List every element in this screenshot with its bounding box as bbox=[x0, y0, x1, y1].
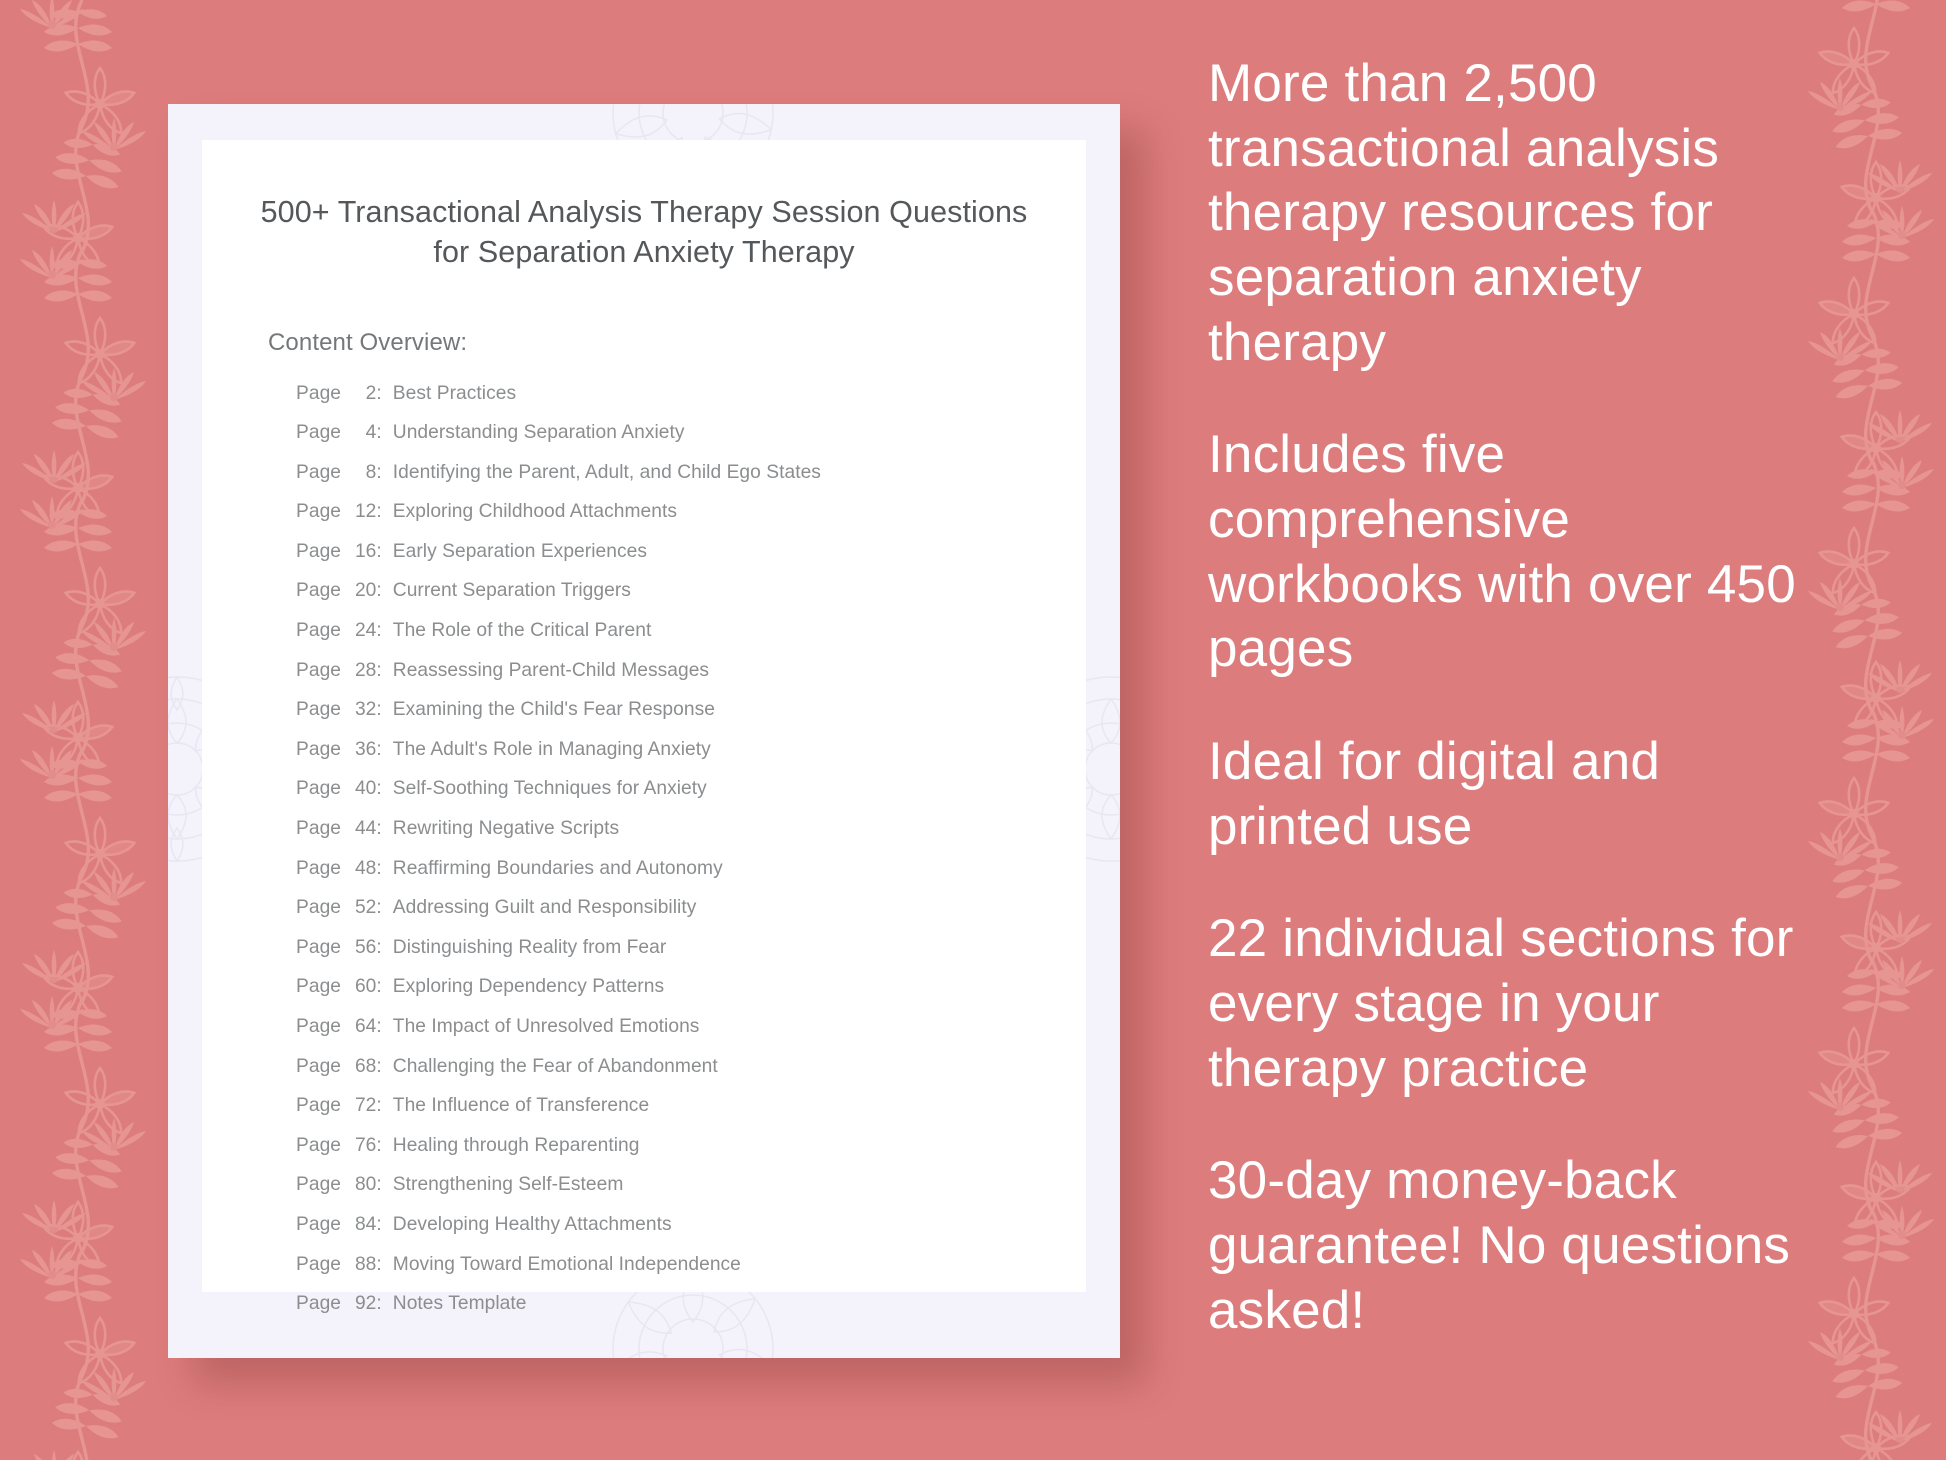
toc-entry-page-word: Page bbox=[296, 1134, 347, 1156]
toc-entry-page-word: Page bbox=[296, 620, 347, 642]
toc-entry-page-word: Page bbox=[296, 580, 347, 602]
table-of-contents-entry bbox=[242, 660, 1046, 700]
toc-entry-title: Examining the Child's Fear Response bbox=[392, 699, 715, 721]
toc-entry-colon: : bbox=[376, 659, 382, 681]
floral-border-left-decoration bbox=[0, 0, 182, 1460]
marketing-paragraph: 30-day money-back guarantee! No questions asked! bbox=[1208, 1151, 1791, 1340]
toc-entry-page-word: Page bbox=[296, 976, 347, 998]
toc-entry-title: Distinguishing Reality from Fear bbox=[392, 936, 667, 958]
toc-entry-page-number: 2 bbox=[365, 382, 377, 404]
toc-entry-page-word: Page bbox=[296, 461, 347, 483]
toc-entry-title: The Influence of Transference bbox=[392, 1095, 650, 1117]
toc-entry-title: Early Separation Experiences bbox=[392, 540, 647, 562]
toc-entry-page-number: 28 bbox=[354, 659, 377, 681]
toc-entry-page-word: Page bbox=[296, 422, 347, 444]
table-of-contents-entry bbox=[242, 1135, 1046, 1175]
toc-entry-colon: : bbox=[376, 936, 382, 958]
table-of-contents-entry bbox=[242, 620, 1046, 660]
table-of-contents-entry bbox=[242, 778, 1046, 818]
table-of-contents-entry bbox=[242, 1214, 1046, 1254]
table-of-contents-entry bbox=[242, 897, 1046, 937]
toc-entry-title: Reassessing Parent-Child Messages bbox=[392, 659, 710, 681]
toc-entry-page-word: Page bbox=[296, 738, 347, 760]
toc-entry-title: Rewriting Negative Scripts bbox=[392, 818, 620, 840]
table-of-contents-entry bbox=[242, 1056, 1046, 1096]
toc-entry-page-number: 92 bbox=[354, 1293, 377, 1315]
toc-entry-title: The Adult's Role in Managing Anxiety bbox=[392, 738, 711, 760]
toc-entry-page-word: Page bbox=[296, 818, 347, 840]
toc-entry-title: Exploring Childhood Attachments bbox=[392, 501, 677, 523]
toc-entry-page-word: Page bbox=[296, 1095, 347, 1117]
toc-entry-page-number: 40 bbox=[354, 778, 377, 800]
toc-entry-page-word: Page bbox=[296, 857, 347, 879]
toc-entry-colon: : bbox=[376, 1213, 382, 1235]
toc-entry-colon: : bbox=[376, 818, 382, 840]
table-of-contents-entry bbox=[242, 976, 1046, 1016]
toc-entry-page-number: 8 bbox=[365, 461, 377, 483]
toc-entry-page-number: 56 bbox=[354, 936, 377, 958]
table-of-contents-entry bbox=[242, 858, 1046, 898]
toc-entry-colon: : bbox=[376, 778, 382, 800]
table-of-contents-entry bbox=[242, 739, 1046, 779]
toc-entry-title: Self-Soothing Techniques for Anxiety bbox=[392, 778, 707, 800]
toc-entry-colon: : bbox=[376, 976, 382, 998]
toc-entry-page-number: 72 bbox=[354, 1095, 377, 1117]
toc-entry-colon: : bbox=[376, 501, 382, 523]
toc-entry-title: The Role of the Critical Parent bbox=[392, 620, 652, 642]
toc-entry-page-word: Page bbox=[296, 1293, 347, 1315]
table-of-contents-entry bbox=[242, 541, 1046, 581]
toc-entry-page-number: 48 bbox=[354, 857, 377, 879]
toc-entry-title: Challenging the Fear of Abandonment bbox=[392, 1055, 718, 1077]
table-of-contents-entry bbox=[242, 1016, 1046, 1056]
toc-entry-title: Developing Healthy Attachments bbox=[392, 1213, 672, 1235]
marketing-paragraph: Ideal for digital and printed use bbox=[1208, 731, 1661, 856]
toc-entry-page-word: Page bbox=[296, 1174, 347, 1196]
table-of-contents-entry bbox=[242, 383, 1046, 423]
toc-entry-colon: : bbox=[376, 580, 382, 602]
table-of-contents-entry bbox=[242, 1254, 1046, 1294]
toc-entry-title: Reaffirming Boundaries and Autonomy bbox=[392, 857, 723, 879]
toc-entry-colon: : bbox=[376, 620, 382, 642]
toc-entry-title: Moving Toward Emotional Independence bbox=[392, 1253, 741, 1275]
toc-entry-title: The Impact of Unresolved Emotions bbox=[392, 1016, 700, 1037]
table-of-contents-entry bbox=[242, 1293, 1046, 1333]
table-of-contents-entry bbox=[242, 699, 1046, 739]
toc-entry-colon: : bbox=[376, 1055, 382, 1077]
toc-entry-page-word: Page bbox=[296, 501, 347, 523]
toc-entry-colon: : bbox=[376, 897, 382, 919]
toc-entry-page-number: 76 bbox=[354, 1134, 377, 1156]
toc-entry-page-number: 84 bbox=[354, 1213, 377, 1235]
toc-entry-page-number: 68 bbox=[354, 1055, 377, 1077]
toc-entry-page-number: 64 bbox=[354, 1016, 377, 1037]
toc-entry-colon: : bbox=[376, 738, 382, 760]
toc-entry-page-number: 32 bbox=[354, 699, 377, 721]
toc-entry-page-word: Page bbox=[296, 659, 347, 681]
marketing-paragraph: Includes five comprehensive workbooks with over 450 pages bbox=[1208, 425, 1796, 679]
toc-entry-title: Notes Template bbox=[392, 1293, 527, 1315]
document-content-surface bbox=[202, 140, 1086, 1315]
toc-entry-page-word: Page bbox=[296, 1016, 347, 1037]
marketing-paragraph: 22 individual sections for every stage in your therapy practice bbox=[1208, 909, 1794, 1098]
table-of-contents-entry bbox=[242, 1174, 1046, 1214]
toc-entry-page-number: 20 bbox=[354, 580, 377, 602]
toc-entry-colon: : bbox=[376, 1293, 382, 1315]
toc-entry-page-word: Page bbox=[296, 936, 347, 958]
toc-entry-title: Identifying the Parent, Adult, and Child Ego States bbox=[392, 461, 821, 483]
toc-entry-colon: : bbox=[376, 382, 382, 404]
toc-entry-page-number: 60 bbox=[354, 976, 377, 998]
toc-entry-colon: : bbox=[376, 422, 382, 444]
marketing-copy-column bbox=[1208, 52, 1808, 1343]
document-title: 500+ Transactional Analysis Therapy Session Questions for Separation Anxiety Therapy bbox=[260, 195, 1028, 270]
toc-entry-page-number: 88 bbox=[354, 1253, 377, 1275]
toc-entry-page-number: 80 bbox=[354, 1174, 377, 1196]
toc-entry-title: Understanding Separation Anxiety bbox=[392, 422, 685, 444]
toc-entry-page-number: 16 bbox=[354, 540, 377, 562]
toc-entry-title: Healing through Reparenting bbox=[392, 1134, 640, 1156]
document-page-preview bbox=[168, 104, 1120, 1358]
content-overview-label: Content Overview: bbox=[268, 328, 468, 356]
toc-entry-page-word: Page bbox=[296, 699, 347, 721]
toc-entry-colon: : bbox=[376, 857, 382, 879]
toc-entry-page-word: Page bbox=[296, 1253, 347, 1275]
toc-entry-colon: : bbox=[376, 540, 382, 562]
table-of-contents-entry bbox=[242, 422, 1046, 462]
table-of-contents-entry bbox=[242, 462, 1046, 502]
toc-entry-title: Addressing Guilt and Responsibility bbox=[392, 897, 697, 919]
table-of-contents-entry bbox=[242, 580, 1046, 620]
toc-entry-colon: : bbox=[376, 1095, 382, 1117]
table-of-contents-entry bbox=[242, 501, 1046, 541]
toc-entry-page-word: Page bbox=[296, 1055, 347, 1077]
toc-entry-page-word: Page bbox=[296, 382, 347, 404]
toc-entry-title: Best Practices bbox=[392, 382, 517, 404]
toc-entry-page-number: 44 bbox=[354, 818, 377, 840]
toc-entry-page-number: 24 bbox=[354, 620, 377, 642]
toc-entry-page-word: Page bbox=[296, 778, 347, 800]
toc-entry-colon: : bbox=[376, 1253, 382, 1275]
toc-entry-colon: : bbox=[376, 1134, 382, 1156]
toc-entry-page-word: Page bbox=[296, 897, 347, 919]
toc-entry-page-number: 4 bbox=[365, 422, 377, 444]
table-of-contents-entry bbox=[242, 937, 1046, 977]
marketing-paragraph: More than 2,500 transactional analysis therapy resources for separation anxiety therapy bbox=[1208, 54, 1720, 372]
toc-entry-colon: : bbox=[376, 461, 382, 483]
toc-entry-colon: : bbox=[376, 1016, 382, 1037]
toc-entry-colon: : bbox=[376, 699, 382, 721]
toc-entry-page-number: 52 bbox=[354, 897, 377, 919]
table-of-contents-list bbox=[242, 383, 1046, 1333]
toc-entry-page-word: Page bbox=[296, 1213, 347, 1235]
toc-entry-page-number: 36 bbox=[354, 738, 377, 760]
toc-entry-page-number: 12 bbox=[354, 501, 377, 523]
toc-entry-colon: : bbox=[376, 1174, 382, 1196]
table-of-contents-entry bbox=[242, 818, 1046, 858]
toc-entry-title: Exploring Dependency Patterns bbox=[392, 976, 665, 998]
toc-entry-page-word: Page bbox=[296, 540, 347, 562]
toc-entry-title: Current Separation Triggers bbox=[392, 580, 631, 602]
table-of-contents-entry bbox=[242, 1095, 1046, 1135]
toc-entry-title: Strengthening Self-Esteem bbox=[392, 1174, 624, 1196]
